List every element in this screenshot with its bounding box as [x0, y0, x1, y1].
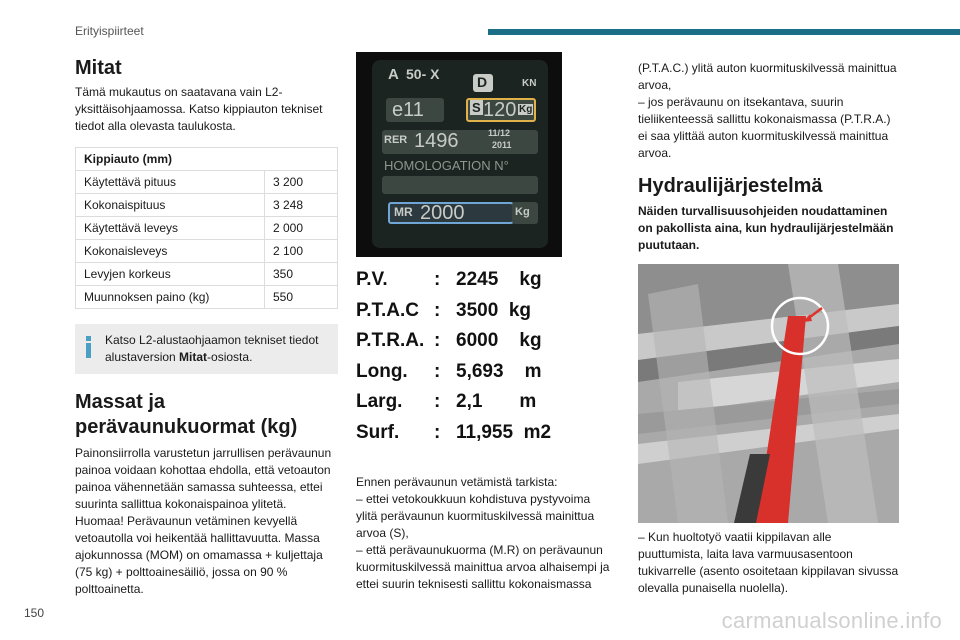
- page-number: 150: [24, 606, 45, 620]
- column-left: [75, 56, 338, 598]
- info-text-post: -osiosta.: [207, 350, 253, 364]
- row-label: Käytettävä pituus: [76, 171, 265, 194]
- stat-colon: :: [434, 269, 441, 291]
- stat-colon: :: [434, 391, 441, 413]
- stat-value: 2,1 m: [456, 391, 537, 413]
- stat-colon: :: [434, 330, 441, 352]
- support-arm-illustration: [638, 264, 899, 523]
- stat-row: [356, 357, 612, 388]
- row-value: 2 100: [265, 240, 338, 263]
- watermark: carmanualsonline.info: [721, 608, 942, 633]
- hydraulic-warning: Näiden turvallisuusohjeiden noudattaminen on pakollista aina, kun hydraulijärjestelmään puututaan.: [638, 204, 894, 252]
- stat-value: 11,955 m2: [456, 421, 552, 443]
- stat-value: 2245 kg: [456, 269, 542, 291]
- plate-kg1: Kg: [519, 104, 533, 115]
- plate-a-code: 50- X: [406, 66, 440, 82]
- plate-rer-value: 1496: [414, 130, 459, 152]
- stat-row: [356, 387, 612, 418]
- info-text-bold: Mitat: [179, 350, 208, 364]
- plate-mr-value: 2000: [420, 202, 465, 224]
- table-row: [76, 171, 338, 194]
- table-row: [76, 240, 338, 263]
- plate-date2: 2011: [492, 140, 512, 150]
- info-box: [75, 324, 338, 374]
- stat-key: P.T.R.A.: [356, 330, 425, 352]
- row-value: 3 248: [265, 194, 338, 217]
- column-middle: [356, 56, 612, 593]
- table-header: Kippiauto (mm): [76, 148, 338, 171]
- plate-s-value: 120: [483, 99, 517, 121]
- stat-key: Long.: [356, 360, 408, 382]
- stat-key: P.V.: [356, 269, 388, 291]
- load-plate-photo: [356, 52, 562, 257]
- stat-colon: :: [434, 360, 441, 382]
- stat-value: 5,693 m: [456, 360, 542, 382]
- row-value: 350: [265, 263, 338, 286]
- plate-values-list: [356, 265, 612, 448]
- plate-d-label: D: [477, 74, 488, 90]
- table-header-row: [76, 148, 338, 171]
- stat-key: Larg.: [356, 391, 403, 413]
- plate-kg2: Kg: [515, 206, 530, 218]
- plate-s-label: S: [472, 100, 481, 115]
- dimensions-title: Mitat: [75, 57, 122, 79]
- stat-key: Surf.: [356, 421, 400, 443]
- header-accent-bar: [488, 29, 960, 35]
- row-value: 3 200: [265, 171, 338, 194]
- plate-date1: 11/12: [488, 128, 511, 138]
- row-label: Levyjen korkeus: [76, 263, 265, 286]
- mass-title: [75, 390, 338, 440]
- stat-colon: :: [434, 299, 441, 321]
- hydraulic-title: Hydraulijärjestelmä: [638, 175, 823, 197]
- column-right: [638, 60, 900, 597]
- plate-mr-label: MR: [394, 205, 413, 219]
- stat-row: [356, 265, 612, 296]
- stat-row: [356, 326, 612, 357]
- mass-text: Painonsiirrolla varustetun jarrullisen perävaunun painoa voidaan kohottaa ehdolla, että vetoauton painoa vähennetään samassa suhteessa, ettei suurinta sallittua kokonaispainoa ylitetä. Huomaa! Perävaunun vetäminen kevyellä vetoautolla voi heikentää hallittavuutta. Massa ajokunnossa (MOM) on omamassa + kuljettaja (75 kg) + polttoainesäiliö, jossa on 90 % polttoainetta.: [75, 446, 332, 596]
- continued-text: (P.T.A.C.) ylitä auton kuormituskilvessä mainittua arvoa, – jos perävaunu on itsekantava, suurin tieliikenteessä sallittu kokonaismassa (P.T.R.A.) ei saa ylittää auton kuormituskilvessä mainittua arvoa.: [638, 61, 897, 160]
- row-label: Kokonaisleveys: [76, 240, 265, 263]
- row-label: Muunnoksen paino (kg): [76, 286, 265, 309]
- mass-title-line1: Massat ja: [75, 391, 166, 413]
- plate-e-value: e11: [392, 99, 424, 121]
- check-text: Ennen perävaunun vetämistä tarkista: – ettei vetokoukkuun kohdistuva pystyvoima ylitä perävaunun kuormituskilvessä mainittua arvoa (S), – että perävaunukuorma (M.R) on perävaunun kuormituskilvessä mainittua arvoa alhaisempi ja ettei suurin teknisesti sallittu kokonaismassa: [356, 475, 610, 591]
- stat-value: 3500 kg: [456, 299, 531, 321]
- row-label: Käytettävä leveys: [76, 217, 265, 240]
- row-value: 550: [265, 286, 338, 309]
- table-row: [76, 194, 338, 217]
- section-header: Erityispiirteet: [75, 24, 144, 38]
- stat-colon: :: [434, 421, 441, 443]
- plate-homologation: HOMOLOGATION N°: [384, 158, 509, 173]
- table-row: [76, 286, 338, 309]
- mass-title-line2: perävaunukuormat (kg): [75, 416, 298, 438]
- stat-row: [356, 418, 612, 449]
- plate-a-label: A: [388, 66, 399, 83]
- info-text-pre: Katso L2-alustaohjaamon tekniset tiedot alustaversion: [105, 333, 319, 364]
- row-label: Kokonaispituus: [76, 194, 265, 217]
- dimensions-intro: Tämä mukautus on saatavana vain L2-yksittäisohjaamossa. Katso kippiauton tekniset tiedot alla olevasta taulukosta.: [75, 85, 323, 133]
- info-text: [105, 332, 328, 366]
- stat-row: [356, 296, 612, 327]
- row-value: 2 000: [265, 217, 338, 240]
- info-icon: [84, 336, 93, 358]
- stat-key: P.T.A.C: [356, 299, 420, 321]
- support-arm-photo: [638, 264, 899, 523]
- table-row: [76, 217, 338, 240]
- dimensions-table: [75, 147, 338, 309]
- plate-kn-label: KN: [522, 78, 537, 89]
- service-text: – Kun huoltotyö vaatii kippilavan alle puuttumista, laita lava varmuusasentoon tukivarrelle (asento osoitetaan kippilavan sivussa olevalla punaisella nuolella).: [638, 530, 899, 595]
- load-plate: [372, 60, 548, 248]
- stat-value: 6000 kg: [456, 330, 542, 352]
- plate-empty-field: [382, 176, 538, 194]
- table-row: [76, 263, 338, 286]
- plate-rer-label: RER: [384, 134, 408, 146]
